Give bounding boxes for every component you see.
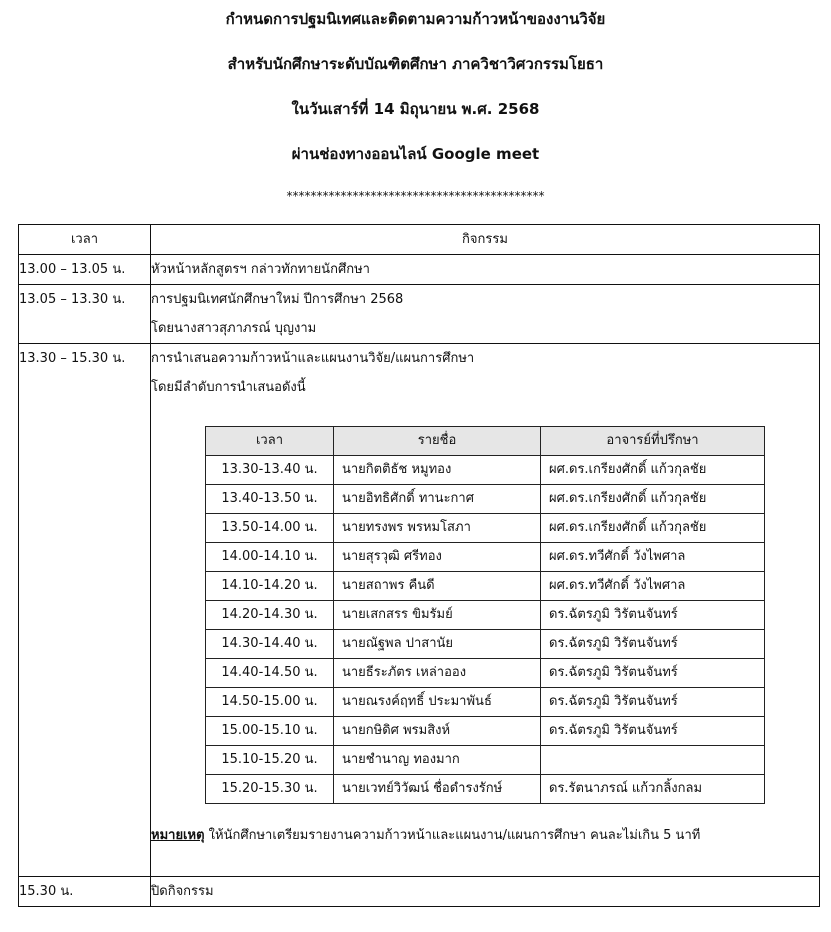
presentation-time: 14.40-14.50 น. [206,659,334,688]
presentation-time: 14.20-14.30 น. [206,601,334,630]
presentation-row [206,543,765,572]
presentation-time: 14.30-14.40 น. [206,630,334,659]
student-name: นายกษิดิศ พรมสิงห์ [334,717,541,746]
student-name: นายทรงพร พรหมโสภา [334,514,541,543]
document-title: กำหนดการปฐมนิเทศและติดตามความก้าวหน้าของงานวิจัย [225,10,606,28]
presentation-time: 14.10-14.20 น. [206,572,334,601]
presentation-time: 13.50-14.00 น. [206,514,334,543]
activity-line: การปฐมนิเทศนักศึกษาใหม่ ปีการศึกษา 2568 [151,292,404,307]
schedule-row [19,285,820,344]
presentation-time: 13.40-13.50 น. [206,485,334,514]
presentation-row [206,717,765,746]
student-name: นายธีระภัตร เหล่าออง [334,659,541,688]
presentation-row [206,746,765,775]
separator-line: ******************************************* [286,189,545,203]
student-name: นายชำนาญ ทองมาก [334,746,541,775]
presentation-row [206,514,765,543]
column-header-time: เวลา [19,225,151,255]
presentation-time: 14.50-15.00 น. [206,688,334,717]
advisor-name: ดร.รัตนาภรณ์ แก้วกลิ้งกลม [541,775,765,804]
schedule-time: 13.00 – 13.05 น. [19,255,151,285]
advisor-name: ดร.ฉัตรภูมิ วิรัตนจันทร์ [541,717,765,746]
column-header-name: รายชื่อ [334,427,541,456]
schedule-header-row [19,225,820,255]
student-name: นายกิตติธัช หมูทอง [334,456,541,485]
event-channel: ผ่านช่องทางออนไลน์ Google meet [291,145,540,163]
student-name: นายเสกสรร ขิมรัมย์ [334,601,541,630]
column-header-advisor: อาจารย์ที่ปรึกษา [541,427,765,456]
presentation-time: 13.30-13.40 น. [206,456,334,485]
presentation-row [206,456,765,485]
advisor-name: ดร.ฉัตรภูมิ วิรัตนจันทร์ [541,688,765,717]
presentation-row [206,659,765,688]
student-name: นายณรงค์ฤทธิ์ ประมาพันธ์ [334,688,541,717]
advisor-name [541,746,765,775]
student-name: นายอิทธิศักดิ์ ทานะกาศ [334,485,541,514]
advisor-name: ดร.ฉัตรภูมิ วิรัตนจันทร์ [541,659,765,688]
advisor-name: ดร.ฉัตรภูมิ วิรัตนจันทร์ [541,601,765,630]
student-name: นายสถาพร คืนดี [334,572,541,601]
presentation-row [206,485,765,514]
presentation-section [151,402,819,876]
note-text: ให้นักศึกษาเตรียมรายงานความก้าวหน้าและแผนงาน/แผนการศึกษา คนละไม่เกิน 5 นาที [204,828,701,843]
presentation-row [206,688,765,717]
presentation-time: 15.10-15.20 น. [206,746,334,775]
advisor-name: ผศ.ดร.ทวีศักดิ์ วังไพศาล [541,572,765,601]
schedule-activity [151,877,820,907]
activity-line: ปิดกิจกรรม [151,884,214,899]
advisor-name: ผศ.ดร.เกรียงศักดิ์ แก้วกุลชัย [541,514,765,543]
advisor-name: ผศ.ดร.เกรียงศักดิ์ แก้วกุลชัย [541,456,765,485]
schedule-row [19,877,820,907]
note [151,826,819,876]
presentation-row [206,601,765,630]
presentation-row [206,572,765,601]
presentation-header-row [206,427,765,456]
presentation-time: 15.00-15.10 น. [206,717,334,746]
schedule-time: 13.05 – 13.30 น. [19,285,151,344]
activity-line: โดยนางสาวสุภาภรณ์ บุญงาม [151,321,317,336]
event-date: ในวันเสาร์ที่ 14 มิถุนายน พ.ศ. 2568 [291,100,540,118]
schedule-table [18,224,820,907]
student-name: นายเวทย์วิวัฒน์ ชื่อดำรงรักษ์ [334,775,541,804]
schedule-activity [151,255,820,285]
activity-line: โดยมีลำดับการนำเสนอดังนี้ [151,380,306,395]
column-header-time: เวลา [206,427,334,456]
column-header-activity: กิจกรรม [151,225,820,255]
student-name: นายสุรวุฒิ ศรีทอง [334,543,541,572]
advisor-name: ผศ.ดร.ทวีศักดิ์ วังไพศาล [541,543,765,572]
presentation-time: 15.20-15.30 น. [206,775,334,804]
schedule-row [19,255,820,285]
document-subtitle: สำหรับนักศึกษาระดับบัณฑิตศึกษา ภาควิชาวิศวกรรมโยธา [227,55,604,73]
student-name: นายณัฐพล ปาสานัย [334,630,541,659]
schedule-row [19,344,820,877]
presentation-row [206,775,765,804]
presentation-row [206,630,765,659]
advisor-name: ผศ.ดร.เกรียงศักดิ์ แก้วกุลชัย [541,485,765,514]
schedule-time: 13.30 – 15.30 น. [19,344,151,877]
schedule-time: 15.30 น. [19,877,151,907]
note-label: หมายเหตุ [151,828,205,843]
advisor-name: ดร.ฉัตรภูมิ วิรัตนจันทร์ [541,630,765,659]
presentation-time: 14.00-14.10 น. [206,543,334,572]
activity-line: การนำเสนอความก้าวหน้าและแผนงานวิจัย/แผนการศึกษา [151,351,475,366]
presentation-table [205,426,765,804]
schedule-activity [151,344,820,877]
activity-line: หัวหน้าหลักสูตรฯ กล่าวทักทายนักศึกษา [151,262,370,277]
schedule-activity [151,285,820,344]
